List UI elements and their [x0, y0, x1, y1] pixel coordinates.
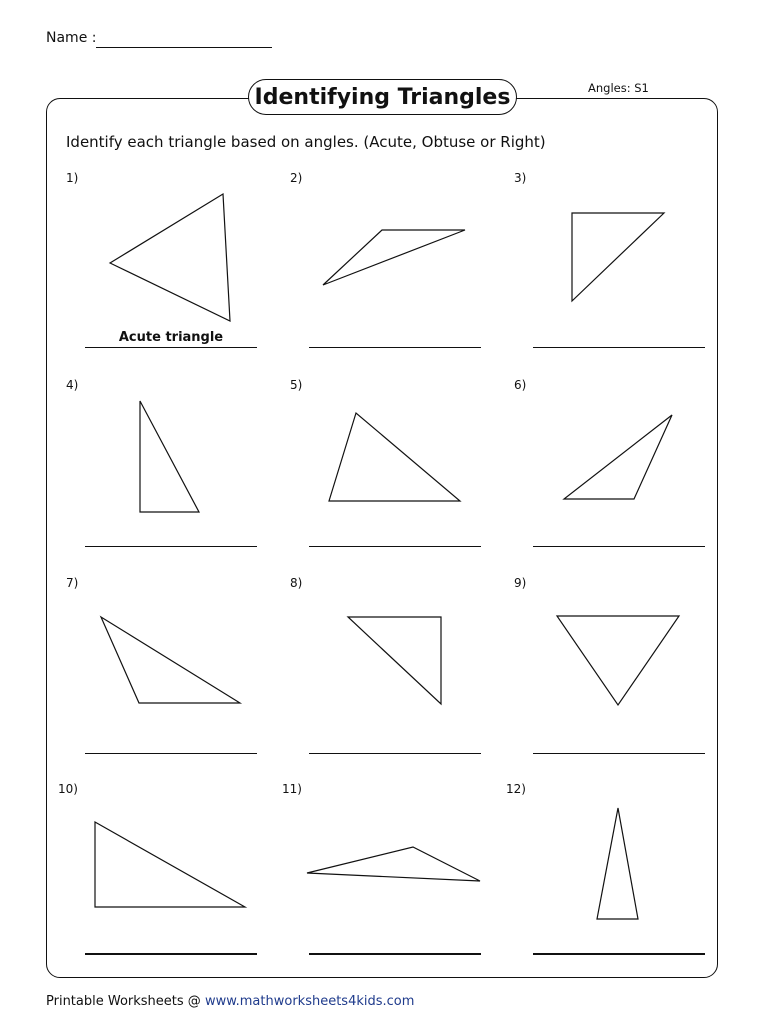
- problem-number-7: 7): [66, 576, 79, 590]
- triangle-5: [329, 413, 460, 501]
- triangle-12: [597, 808, 638, 919]
- footer: [46, 994, 414, 1009]
- footer-url-link[interactable]: www.mathworksheets4kids.com: [204, 994, 415, 1009]
- problem-number-2: 2): [290, 171, 303, 185]
- problem-number-11: 11): [282, 782, 302, 796]
- name-label: Name :: [46, 30, 97, 46]
- answer-line-7[interactable]: [85, 753, 257, 754]
- problem-number-6: 6): [514, 378, 527, 392]
- problem-number-4: 4): [66, 378, 79, 392]
- triangle-4: [140, 401, 199, 512]
- problem-number-8: 8): [290, 576, 303, 590]
- answer-line-6[interactable]: [533, 546, 705, 547]
- answer-line-10[interactable]: [85, 953, 257, 955]
- answer-text-1: Acute triangle: [118, 330, 224, 345]
- triangle-2: [323, 230, 465, 285]
- answer-line-8[interactable]: [309, 753, 481, 754]
- answer-line-11[interactable]: [309, 953, 481, 955]
- answer-line-5[interactable]: [309, 546, 481, 547]
- answer-line-9[interactable]: [533, 753, 705, 754]
- problem-number-10: 10): [58, 782, 78, 796]
- footer-label: Printable Worksheets @: [46, 994, 205, 1009]
- instruction-text: Identify each triangle based on angles. (Acute, Obtuse or Right): [66, 133, 546, 151]
- answer-line-3[interactable]: [533, 347, 705, 348]
- problem-number-9: 9): [514, 576, 527, 590]
- answer-line-12[interactable]: [533, 953, 705, 955]
- problem-number-1: 1): [66, 171, 79, 185]
- problem-number-3: 3): [514, 171, 527, 185]
- triangle-8: [348, 617, 441, 704]
- triangle-1: [110, 194, 230, 321]
- triangle-9: [557, 616, 679, 705]
- triangle-3: [572, 213, 664, 301]
- answer-line-2[interactable]: [309, 347, 481, 348]
- triangle-11: [307, 847, 480, 881]
- triangle-10: [95, 822, 245, 907]
- worksheet-title: Identifying Triangles: [248, 79, 517, 115]
- problem-number-12: 12): [506, 782, 526, 796]
- triangle-6: [564, 415, 672, 499]
- answer-line-4[interactable]: [85, 546, 257, 547]
- problem-number-5: 5): [290, 378, 303, 392]
- series-label: Angles: S1: [588, 81, 649, 95]
- answer-line-1[interactable]: [85, 347, 257, 348]
- triangle-7: [101, 617, 240, 703]
